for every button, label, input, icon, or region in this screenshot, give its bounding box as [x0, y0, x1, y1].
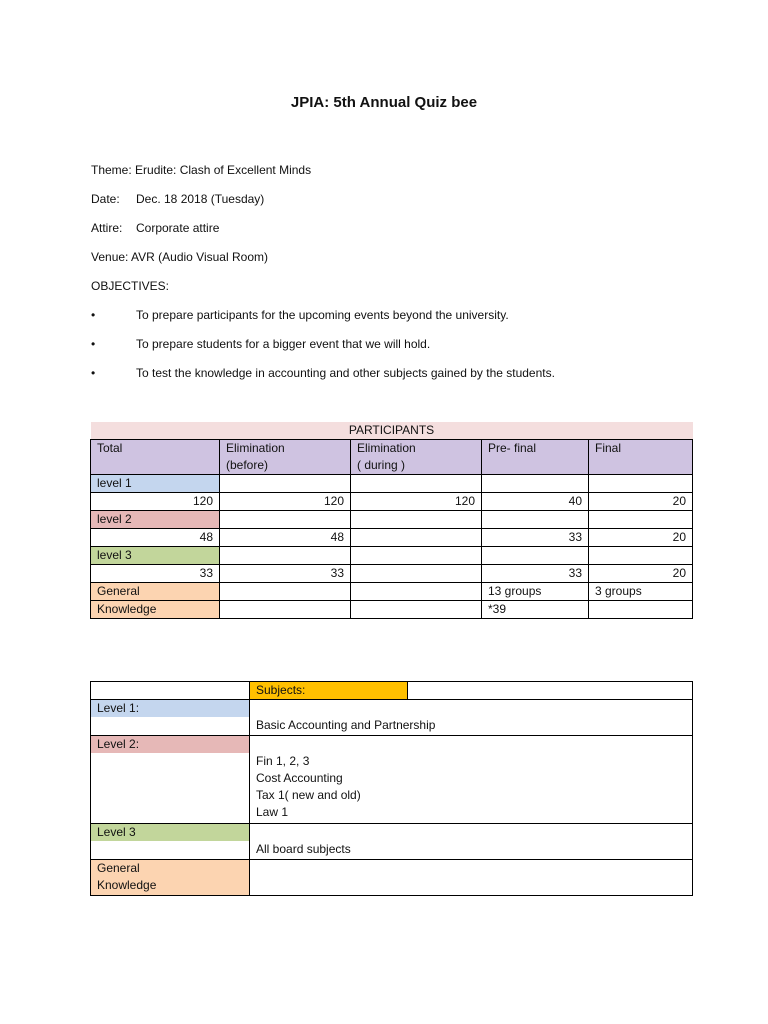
subject-item: Fin 1, 2, 3 [256, 754, 310, 768]
bullet-icon: • [91, 308, 96, 322]
participants-table [90, 422, 693, 619]
table-cell [220, 475, 351, 493]
attire-value: Corporate attire [136, 221, 220, 235]
value-cell: 48 [220, 529, 351, 547]
level-cell [91, 824, 250, 860]
header-total [91, 440, 220, 475]
subject-row [91, 824, 693, 860]
subject-list [250, 736, 693, 824]
subject-item: Basic Accounting and Partnership [256, 718, 436, 732]
table-cell [220, 601, 351, 619]
table-row [91, 601, 693, 619]
level-cell [91, 736, 250, 824]
general-label: General [91, 583, 220, 601]
value-cell: 20 [589, 529, 693, 547]
header-text: Elimination [226, 441, 285, 455]
date-line [91, 192, 264, 206]
objective-text: To prepare students for a bigger event that we will hold. [136, 337, 431, 351]
table-row [91, 583, 693, 601]
theme-line: Theme: Erudite: Clash of Excellent Minds [91, 163, 312, 177]
value-cell: 120 [220, 493, 351, 511]
level-label-line: Knowledge [97, 878, 157, 892]
table-cell [482, 547, 589, 565]
value-cell: 33 [482, 565, 589, 583]
header-total-text: Total [97, 441, 123, 455]
table-cell [482, 475, 589, 493]
value-cell: 33 [220, 565, 351, 583]
general-label: Knowledge [91, 601, 220, 619]
subject-list [250, 860, 693, 896]
subject-item: All board subjects [256, 842, 351, 856]
table-cell [589, 601, 693, 619]
subject-item: Tax 1( new and old) [256, 788, 361, 802]
table-row [91, 511, 693, 529]
value-cell: 3 groups [589, 583, 693, 601]
subjects-header-row [91, 682, 693, 700]
subject-row [91, 860, 693, 896]
subject-row [91, 736, 693, 824]
header-text: Elimination [357, 441, 416, 455]
header-final [589, 440, 693, 475]
value-cell: 33 [91, 565, 220, 583]
level-label: Level 3 [91, 824, 249, 841]
table-row [91, 475, 693, 493]
subjects-table [90, 681, 693, 896]
value-cell: 40 [482, 493, 589, 511]
header-elim-before [220, 440, 351, 475]
header-text: Pre- final [488, 441, 537, 455]
subjects-heading: Subjects: [250, 682, 408, 700]
table-cell [220, 583, 351, 601]
level-label [91, 860, 250, 896]
attire-line [91, 221, 219, 235]
value-cell [351, 565, 482, 583]
table-row [91, 529, 693, 547]
value-cell: 120 [351, 493, 482, 511]
participants-caption: PARTICIPANTS [91, 422, 693, 440]
subject-row [91, 700, 693, 736]
objective-text: To test the knowledge in accounting and other subjects gained by the students. [136, 366, 555, 380]
bullet-icon: • [91, 337, 96, 351]
subject-item: Law 1 [256, 805, 289, 819]
table-row [91, 547, 693, 565]
value-cell: 120 [91, 493, 220, 511]
table-cell [351, 601, 482, 619]
header-text: ( during ) [357, 458, 406, 472]
level-label: level 1 [91, 475, 220, 493]
subject-item: Cost Accounting [256, 771, 343, 785]
subject-list [250, 824, 693, 860]
table-cell [408, 682, 693, 700]
table-cell [351, 511, 482, 529]
table-cell [589, 475, 693, 493]
subject-list [250, 700, 693, 736]
level-label: level 3 [91, 547, 220, 565]
value-cell [351, 529, 482, 547]
header-text: Final [595, 441, 622, 455]
table-cell [351, 475, 482, 493]
table-cell [589, 511, 693, 529]
value-cell: 13 groups [482, 583, 589, 601]
value-cell: 48 [91, 529, 220, 547]
value-cell: 20 [589, 493, 693, 511]
level-label: level 2 [91, 511, 220, 529]
date-value: Dec. 18 2018 (Tuesday) [136, 192, 265, 206]
table-cell [91, 682, 250, 700]
header-elim-during [351, 440, 482, 475]
value-cell: 20 [589, 565, 693, 583]
header-pre-final [482, 440, 589, 475]
table-cell [482, 511, 589, 529]
attire-label: Attire: [91, 221, 123, 235]
table-cell [351, 583, 482, 601]
table-row [91, 493, 693, 511]
level-cell [91, 700, 250, 736]
header-text: (before) [226, 458, 269, 472]
objectives-heading: OBJECTIVES: [91, 279, 170, 293]
value-cell: *39 [482, 601, 589, 619]
venue-line: Venue: AVR (Audio Visual Room) [91, 250, 268, 264]
table-cell [589, 547, 693, 565]
table-cell [351, 547, 482, 565]
participants-header-row [91, 440, 693, 475]
table-row [91, 565, 693, 583]
level-label: Level 2: [91, 736, 249, 753]
date-label: Date: [91, 192, 120, 206]
table-cell [220, 511, 351, 529]
page-title: JPIA: 5th Annual Quiz bee [290, 94, 478, 111]
value-cell: 33 [482, 529, 589, 547]
level-label-line: General [97, 861, 140, 875]
objective-text: To prepare participants for the upcoming events beyond the university. [136, 308, 509, 322]
table-cell [220, 547, 351, 565]
bullet-icon: • [91, 366, 96, 380]
level-label: Level 1: [91, 700, 249, 717]
